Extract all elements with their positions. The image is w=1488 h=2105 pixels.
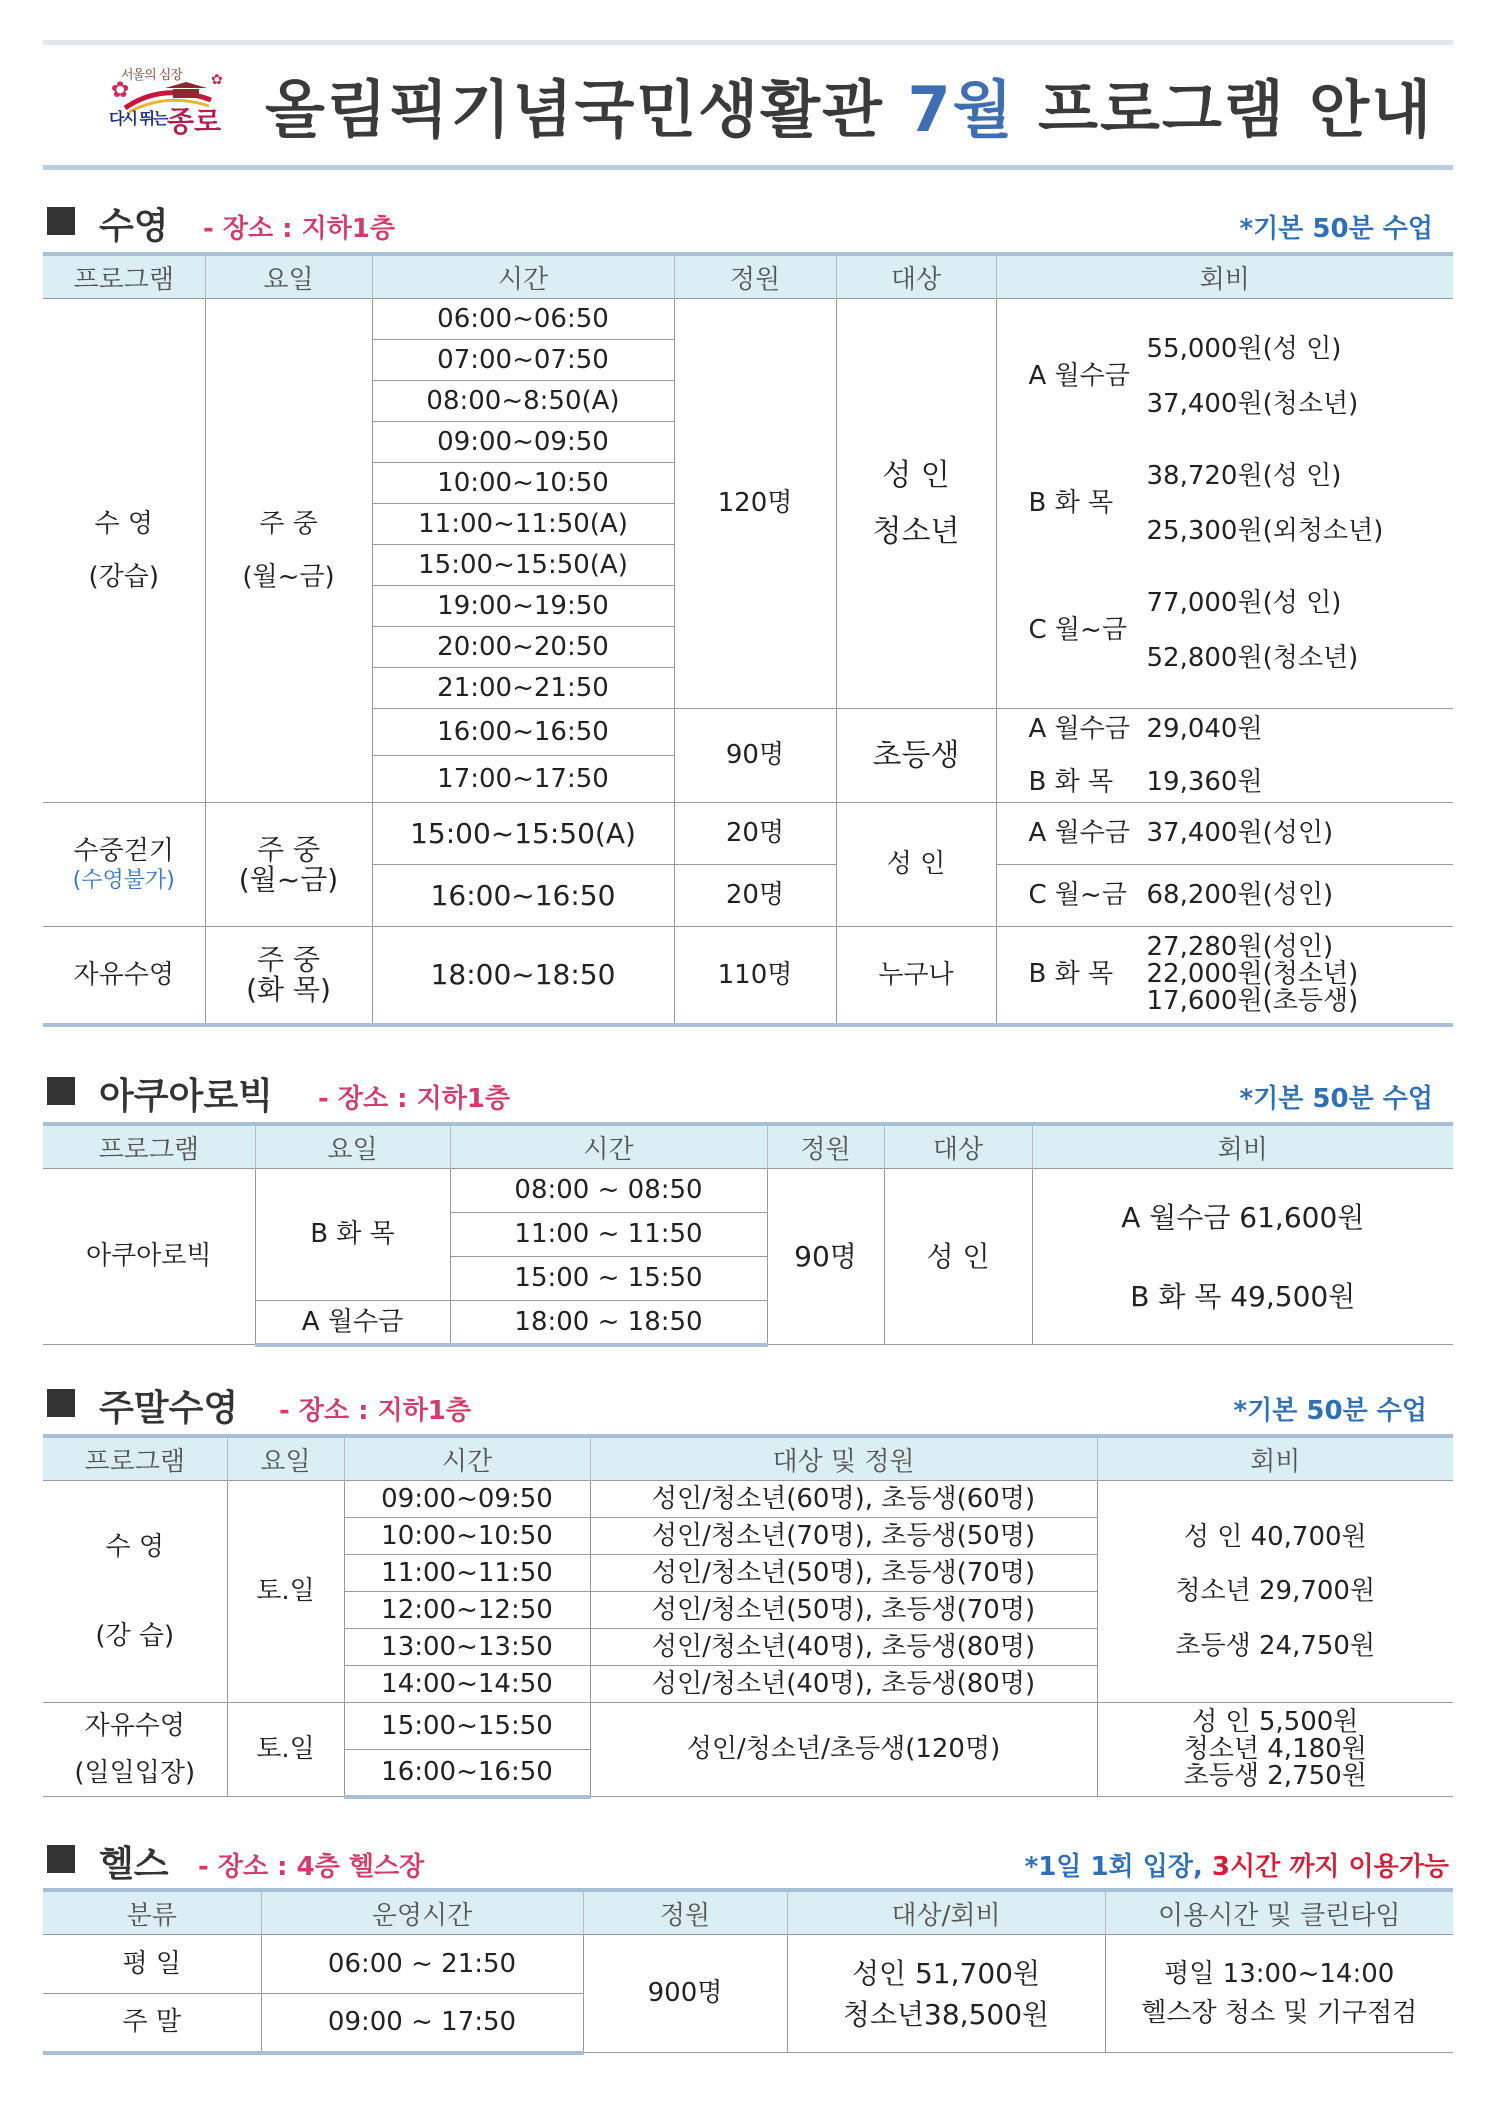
target-cell: 성 인	[836, 803, 996, 927]
days-cell	[205, 927, 372, 1025]
fee-cell	[787, 1935, 1105, 2053]
section-place: - 장소 : 지하1층	[203, 214, 396, 244]
title-month: 7월	[907, 73, 1015, 146]
clean-time: 평일 13:00~14:00	[1164, 1959, 1395, 1989]
fee-value: 성인 51,700원	[851, 1956, 1041, 1990]
time-cell: 15:00~15:50(A)	[372, 545, 674, 586]
logo-text-main: 종로	[167, 105, 222, 138]
col-header: 요일	[227, 1436, 344, 1481]
top-divider	[43, 40, 1453, 45]
program-sub: (일일입장)	[74, 1757, 196, 1788]
fee-value: A 월수금 61,600원	[1121, 1200, 1365, 1234]
col-header: 프로그램	[43, 254, 205, 299]
section-title: 수영	[99, 206, 169, 247]
target-cell: 성인/청소년(50명), 초등생(70명)	[590, 1592, 1097, 1629]
col-header: 운영시간	[261, 1890, 583, 1935]
fee-label: C 월~금	[1028, 880, 1127, 911]
capacity-cell: 20명	[674, 865, 836, 927]
program-cell: 아쿠아로빅	[43, 1169, 255, 1345]
program-name: 자유수영	[84, 1711, 185, 1741]
target-cell: 누구나	[836, 927, 996, 1025]
time-cell: 16:00~16:50	[344, 1750, 590, 1797]
target-cell: 초등생	[836, 709, 996, 803]
flower-icon: ✿	[211, 72, 223, 88]
fee-label: B 화 목	[1028, 766, 1114, 797]
fee-group	[997, 587, 1454, 674]
target-cell: 성인/청소년/초등생(120명)	[590, 1703, 1097, 1797]
fee-value: 초등생 2,750원	[1183, 1761, 1367, 1792]
section-place: - 장소 : 지하1층	[279, 1396, 472, 1426]
time-cell: 20:00~20:50	[372, 627, 674, 668]
note-red: 3시간 까지 이용가능	[1211, 1852, 1449, 1882]
fee-label: A 월수금	[1028, 361, 1130, 392]
fee-value: 77,000원(성 인)	[1146, 588, 1342, 618]
weekend-section-header	[43, 1380, 1453, 1429]
time-cell: 11:00~11:50	[344, 1555, 590, 1592]
square-bullet-icon	[47, 1389, 75, 1417]
aqua-section-header	[43, 1068, 1453, 1117]
col-header: 시간	[450, 1124, 767, 1169]
fee-value: 청소년 4,180원	[1183, 1733, 1367, 1764]
time-cell: 19:00~19:50	[372, 586, 674, 627]
type-cell: 평 일	[43, 1935, 261, 1994]
target-cell: 성인/청소년(40명), 초등생(80명)	[590, 1666, 1097, 1703]
fee-label: A 월수금	[1028, 714, 1130, 744]
aqua-table	[43, 1122, 1453, 1347]
days-sub: (월~금)	[242, 561, 335, 592]
logo-text-mid: 다시 뛰는	[109, 109, 167, 128]
days-cell: 토.일	[227, 1481, 344, 1703]
gate-roof-icon	[163, 80, 209, 100]
capacity-cell: 900명	[583, 1935, 787, 2053]
col-header: 시간	[344, 1436, 590, 1481]
program-name: 수 영	[105, 1532, 164, 1562]
fee-label: C 월~금	[1028, 615, 1127, 646]
section-place: - 장소 : 4층 헬스장	[198, 1852, 425, 1882]
time-cell: 10:00~10:50	[344, 1518, 590, 1555]
time-cell: 17:00~17:50	[372, 756, 674, 803]
table-row	[43, 1935, 1453, 1994]
capacity-cell: 20명	[674, 803, 836, 865]
clean-time-cell	[1105, 1935, 1453, 2053]
time-cell: 12:00~12:50	[344, 1592, 590, 1629]
section-place: - 장소 : 지하1층	[318, 1084, 511, 1114]
square-bullet-icon	[47, 1845, 75, 1873]
fee-cell	[1097, 1703, 1453, 1797]
days-cell: B 화 목	[255, 1169, 450, 1301]
fee-cell	[1032, 1169, 1453, 1345]
days-sub: (월~금)	[238, 862, 339, 896]
jongno-logo	[103, 60, 233, 150]
time-cell: 15:00~15:50(A)	[372, 803, 674, 865]
col-header: 대상	[884, 1124, 1032, 1169]
table-row	[43, 299, 1453, 340]
fee-value: 55,000원(성 인)	[1146, 334, 1342, 364]
program-sub: (강 습)	[95, 1620, 175, 1651]
section-note	[1025, 1846, 1449, 1883]
days-cell: 토.일	[227, 1703, 344, 1797]
fee-label: B 화 목	[1028, 959, 1114, 990]
time-cell: 16:00~16:50	[372, 709, 674, 756]
days-cell	[205, 299, 372, 803]
fee-value: B 화 목 49,500원	[1130, 1279, 1356, 1313]
section-note: *기본 50분 수업	[1233, 1396, 1427, 1426]
fee-value: 25,300원(외청소년)	[1146, 515, 1384, 546]
table-header-row	[43, 1890, 1453, 1935]
fee-value: 37,400원(성인)	[1146, 818, 1334, 849]
table-row	[43, 1169, 1453, 1213]
fee-value: 27,280원(성인)	[1146, 931, 1334, 962]
fee-cell	[996, 299, 1453, 709]
fee-value: 22,000원(청소년)	[1146, 959, 1359, 990]
time-cell: 08:00~8:50(A)	[372, 381, 674, 422]
target-label: 청소년	[872, 513, 960, 549]
target-cell: 성인/청소년(70명), 초등생(50명)	[590, 1518, 1097, 1555]
col-header: 요일	[255, 1124, 450, 1169]
program-sub: (수영불가)	[72, 868, 175, 893]
fee-cell	[996, 865, 1453, 927]
col-header: 정원	[767, 1124, 884, 1169]
title-suffix: 프로그램 안내	[1038, 73, 1434, 146]
time-cell: 15:00~15:50	[344, 1703, 590, 1750]
fee-value: 성 인 5,500원	[1192, 1706, 1359, 1737]
col-header: 시간	[372, 254, 674, 299]
fee-cell	[996, 927, 1453, 1025]
col-header: 프로그램	[43, 1436, 227, 1481]
program-cell	[43, 1481, 227, 1703]
col-header: 프로그램	[43, 1124, 255, 1169]
target-cell: 성인/청소년(60명), 초등생(60명)	[590, 1481, 1097, 1518]
fee-value: 17,600원(초등생)	[1146, 986, 1359, 1017]
fee-value: 청소년38,500원	[842, 1997, 1050, 2031]
col-header: 분류	[43, 1890, 261, 1935]
time-cell: 10:00~10:50	[372, 463, 674, 504]
capacity-cell: 90명	[674, 709, 836, 803]
fee-group	[997, 713, 1454, 746]
fee-value: 52,800원(청소년)	[1146, 642, 1359, 673]
capacity-cell: 120명	[674, 299, 836, 709]
section-title: 헬스	[99, 1844, 169, 1885]
fee-value: 37,400원(청소년)	[1146, 388, 1359, 419]
col-header: 요일	[205, 254, 372, 299]
col-header: 대상/회비	[787, 1890, 1105, 1935]
table-header-row	[43, 1124, 1453, 1169]
time-cell: 09:00~09:50	[344, 1481, 590, 1518]
fee-group	[997, 766, 1454, 799]
table-row	[43, 927, 1453, 1025]
fee-value: 성 인 40,700원	[1183, 1521, 1367, 1552]
time-cell: 06:00~06:50	[372, 299, 674, 340]
fee-cell	[996, 709, 1453, 803]
hours-cell: 06:00 ~ 21:50	[261, 1935, 583, 1994]
hours-cell: 09:00 ~ 17:50	[261, 1994, 583, 2053]
time-cell: 14:00~14:50	[344, 1666, 590, 1703]
table-header-row	[43, 1436, 1453, 1481]
fee-group	[997, 879, 1454, 912]
time-cell: 13:00~13:50	[344, 1629, 590, 1666]
fee-group	[997, 333, 1454, 420]
days-cell	[205, 803, 372, 927]
swim-table	[43, 252, 1453, 1027]
fee-cell	[996, 803, 1453, 865]
weekend-table	[43, 1434, 1453, 1799]
fee-value: 19,360원	[1146, 766, 1263, 797]
program-cell	[43, 803, 205, 927]
time-cell: 16:00~16:50	[372, 865, 674, 927]
fee-group	[997, 817, 1454, 850]
swim-section-header	[43, 198, 1453, 247]
title-prefix: 올림픽기념국민생활관	[265, 73, 884, 146]
section-note: *기본 50분 수업	[1239, 214, 1433, 244]
fee-cell	[1097, 1481, 1453, 1703]
target-label: 성 인	[882, 458, 950, 493]
flower-icon: ✿	[111, 78, 130, 103]
time-cell: 15:00 ~ 15:50	[450, 1257, 767, 1301]
col-header: 정원	[583, 1890, 787, 1935]
target-cell: 성인/청소년(50명), 초등생(70명)	[590, 1555, 1097, 1592]
target-cell: 성 인	[884, 1169, 1032, 1345]
time-cell: 11:00~11:50(A)	[372, 504, 674, 545]
page-header	[43, 50, 1453, 160]
time-cell: 11:00 ~ 11:50	[450, 1213, 767, 1257]
fee-value: 초등생 24,750원	[1175, 1630, 1376, 1661]
table-row	[43, 1481, 1453, 1518]
fee-value: 청소년 29,700원	[1175, 1576, 1376, 1607]
program-cell	[43, 1703, 227, 1797]
col-header: 정원	[674, 254, 836, 299]
fee-group	[997, 460, 1454, 547]
logo-text-top: 서울의 심장	[121, 68, 182, 83]
col-header: 이용시간 및 클린타임	[1105, 1890, 1453, 1935]
time-cell: 21:00~21:50	[372, 668, 674, 709]
fee-label: A 월수금	[1028, 818, 1130, 849]
program-sub: (강습)	[88, 561, 160, 592]
days-sub: (화 목)	[246, 972, 331, 1006]
gym-section-header	[43, 1836, 1453, 1885]
program-name: 수 영	[94, 509, 153, 539]
time-cell: 07:00~07:50	[372, 340, 674, 381]
time-cell: 18:00~18:50	[372, 927, 674, 1025]
time-cell: 08:00 ~ 08:50	[450, 1169, 767, 1213]
days-label: 주 중	[257, 943, 320, 977]
target-cell: 성인/청소년(40명), 초등생(80명)	[590, 1629, 1097, 1666]
col-header: 회비	[1097, 1436, 1453, 1481]
days-label: 주 중	[259, 509, 318, 539]
square-bullet-icon	[47, 1077, 75, 1105]
table-row	[43, 1703, 1453, 1750]
note-blue: *1일 1회 입장,	[1024, 1852, 1212, 1882]
section-note: *기본 50분 수업	[1239, 1084, 1433, 1114]
col-header: 대상	[836, 254, 996, 299]
col-header: 회비	[1032, 1124, 1453, 1169]
program-cell: 자유수영	[43, 927, 205, 1025]
section-title: 아쿠아로빅	[99, 1076, 273, 1117]
time-cell: 09:00~09:50	[372, 422, 674, 463]
fee-value: 38,720원(성 인)	[1146, 461, 1342, 491]
program-cell	[43, 299, 205, 803]
table-header-row	[43, 254, 1453, 299]
page-title	[265, 60, 1433, 149]
clean-desc: 헬스장 청소 및 기구점검	[1141, 1997, 1418, 2028]
col-header: 대상 및 정원	[590, 1436, 1097, 1481]
fee-label: B 화 목	[1028, 488, 1114, 519]
capacity-cell: 110명	[674, 927, 836, 1025]
table-row	[43, 803, 1453, 865]
time-cell: 18:00 ~ 18:50	[450, 1301, 767, 1345]
fee-value: 68,200원(성인)	[1146, 880, 1334, 911]
fee-value: 29,040원	[1146, 714, 1263, 744]
header-divider	[43, 165, 1453, 170]
capacity-cell: 90명	[767, 1169, 884, 1345]
fee-group	[997, 931, 1454, 1017]
program-name: 수중걷기	[73, 835, 174, 866]
days-label: 주 중	[257, 833, 320, 867]
square-bullet-icon	[47, 207, 75, 235]
col-header: 회비	[996, 254, 1453, 299]
gym-table	[43, 1888, 1453, 2055]
section-title: 주말수영	[99, 1388, 239, 1429]
days-cell: A 월수금	[255, 1301, 450, 1345]
target-cell	[836, 299, 996, 709]
type-cell: 주 말	[43, 1994, 261, 2053]
